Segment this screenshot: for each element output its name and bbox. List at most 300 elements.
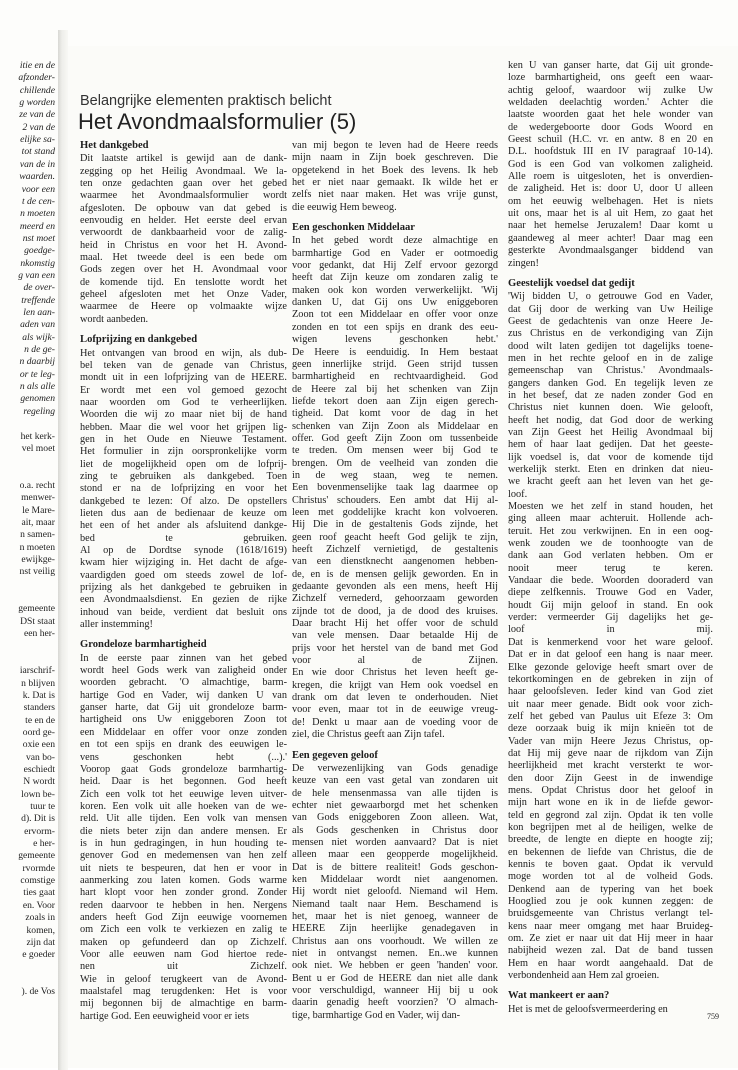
text-line: Zich een volk tot het eeuwige leven uitver- (80, 788, 287, 800)
text-line: Geest schuil (H.C. vr. en antw. 8 en 20 en (508, 134, 713, 146)
text-line: Het formulier in zijn oorspronkelijke vorm (80, 446, 287, 458)
article-title: Het Avondmaalsformulier (5) (78, 109, 357, 134)
previous-page-line: N wordt (23, 776, 55, 788)
text-line: teld en gegrond zal zijn. Opdat ik ten volle (508, 809, 713, 821)
text-line: achtig geloof, waardoor wij zulke Uw (508, 84, 713, 96)
section-heading: Grondeloze barmhartigheid (80, 639, 207, 651)
previous-page-line: ties gaat (23, 887, 55, 899)
paragraph (508, 60, 713, 270)
previous-page-line: oxie een (22, 739, 55, 751)
previous-page-line: g van een (18, 269, 55, 281)
previous-page-line: genomen (20, 393, 55, 405)
text-line: hartigheid ons Uw eniggeboren Zoon tot (80, 714, 287, 726)
text-line: geen innerlijke strijd. Geen strijd tussen (292, 358, 498, 370)
section-heading: Een gegeven geloof (292, 749, 378, 761)
text-line: we kracht geeft aan het leven van het ge- (508, 476, 713, 488)
section-heading: Wat mankeert er aan? (508, 990, 610, 1002)
text-line: opgetekend in het Boek des levens. Ik heb (292, 164, 498, 176)
previous-page-line: n blijven (21, 677, 55, 689)
text-line: van Gods eniggeboren Zoon alleen. Wat, (292, 812, 498, 824)
previous-page-line: waarden. (19, 171, 55, 183)
text-line: lijk voedsel is, dat voor de komende tijd (508, 451, 713, 463)
previous-page-line: treffende (21, 294, 55, 306)
previous-page-line: le Mare- (22, 504, 55, 516)
text-line: een Middelaar en offer voor onze zonden (80, 726, 287, 738)
text-line: afgesloten. De opbouw van dat gebed is (80, 202, 287, 214)
text-line: schenken van Zijn Zoon als Middelaar en (292, 420, 498, 432)
text-line: ken U van ganser harte, dat Gij uit gronde- (508, 60, 713, 71)
text-line: maalstafel mag terugdenken: Het is voor (80, 986, 287, 998)
text-line: danken U, dat Gij ons Uw eniggeboren (292, 297, 498, 309)
previous-page-line: o.a. recht (19, 479, 55, 491)
paragraph (508, 1004, 713, 1016)
text-line: Christus aan ons voorhoudt. We willen ze (292, 935, 498, 947)
text-line: Woorden die wij zo maar niet bij de hand (80, 409, 287, 421)
previous-page-line: standers (23, 702, 55, 714)
previous-page-line: te en de (25, 714, 55, 726)
text-line: Moesten we het zelf in stand houden, het (508, 501, 713, 513)
text-line: Hij wordt niet geloofd. Niemand wil Hem. (292, 886, 498, 898)
text-line: Zoon tot een Middelaar en offer voor onze (292, 309, 498, 321)
text-line: nooit meer terug te keren. (508, 562, 713, 574)
text-column-2 (292, 140, 498, 1022)
previous-page-line: nst veilig (19, 566, 55, 578)
text-line: waarmee de Heere op volmaakte wijze (80, 301, 287, 313)
previous-page-line: n als alle (19, 381, 55, 393)
text-line: Gods zegen over het H. Avondmaal voor (80, 264, 287, 276)
previous-page-line: ervorm- (24, 825, 55, 837)
paragraph (508, 291, 713, 982)
text-line: Het is met de geloofsvermeerdering en (508, 1003, 668, 1015)
text-line: Alle roem is uitgesloten, het is onverdien- (508, 171, 713, 183)
previous-page-line: gemeente (18, 850, 55, 862)
text-line: tige, barmhartige God en Vader, wij dan- (292, 1009, 461, 1021)
text-line: uit ons, maar het is al uit Hem, zo gaat het (508, 208, 713, 220)
text-line: waarmee het Avondmaalsformulier wordt (80, 190, 287, 202)
previous-page-line: en. Voor (22, 899, 55, 911)
text-line: om het eeuwig welbehagen. Het is niets (508, 195, 713, 207)
text-line: teruit. Het zou verkwijnen. En in een oog- (508, 525, 713, 537)
previous-page-line: meerd en (19, 220, 55, 232)
text-line: daarin genadig heeft voorzien? 'O almach- (292, 997, 498, 1009)
article-kicker: Belangrijke elementen praktisch belicht (80, 93, 332, 109)
text-line: barmhartige God en Vader er ootmoedig (292, 247, 498, 259)
text-line: anders heeft God Zijn eeuwige voornemen (80, 911, 287, 923)
text-line: te treden. Om mensen weer bij God te (292, 445, 498, 457)
text-line: kregen, die krijgt van Hem ook voedsel en (292, 679, 498, 691)
text-line: de hele mensenmassa van alle tijden is (292, 787, 498, 799)
text-line: Bent u er God de HEERE dan niet alle dank (292, 972, 498, 984)
text-line: aller instemming! (80, 619, 153, 631)
text-line: maken ook kon worden verwerkelijkt. 'Wij (292, 284, 498, 296)
text-line: ook niet. We hebben er geen 'handen' voor. (292, 960, 498, 972)
text-line: breedte, de lengte en diepte en hoogte zij; (508, 834, 713, 846)
text-line: voor even, maar tot in de eeuwige vreug- (292, 704, 498, 716)
text-line: de, en is de mensen gelijk geworden. En in (292, 568, 498, 580)
text-line: vens geschonken hebt (...).' (80, 751, 287, 763)
previous-page-line: aden van (20, 319, 55, 331)
text-line: heeft Zichzelf vernietigd, de gestaltenis (292, 544, 498, 555)
text-line: gen in het Oude en Nieuwe Testament. (80, 433, 287, 445)
text-line: dankgebed te lezen: Of alzo. De opstellers (80, 495, 287, 507)
text-line: Geest de gedachtenis van onze Heere Je- (508, 315, 713, 327)
paragraph (292, 763, 498, 1022)
previous-page-line: ewijkge- (21, 554, 55, 565)
text-line: prijs voor het herstel van de band met God (292, 642, 498, 654)
section-heading: Het dankgebed (80, 140, 149, 151)
text-line: hart klopt voor hen zonder grond. Zonder (80, 887, 287, 899)
text-line: gesterkte Avondmaalsganger biddend van (508, 245, 713, 257)
text-line: offer. God geeft Zijn Zoon om tussenbeide (292, 432, 498, 444)
text-line: vaardigden goed om steeds zowel de lof- (80, 569, 287, 581)
text-line: ziel, die Christus geeft aan Zijn tafel. (292, 729, 445, 741)
text-line: reden daarvoor te hebben in hen. Nergens (80, 899, 287, 911)
text-line: 'Wij bidden U, o getrouwe God en Vader, (508, 291, 713, 303)
text-line: verder: vermeerder Gij dagelijks het ge- (508, 612, 713, 624)
text-line: de Heere zal bij het schenken van Zijn (292, 383, 498, 395)
text-line: Daar bracht Hij het offer voor de schuld (292, 618, 498, 630)
text-line: dat Gij door de werking van Uw Heilige (508, 303, 713, 315)
text-line: mensen niet worden aanvaard? Dat is niet (292, 836, 498, 848)
text-line: kon begrijpen met al de heiligen, welke de (508, 821, 713, 833)
text-line: in de weg staan, weg te nemen. (292, 469, 498, 481)
previous-page-line: van bo- (25, 751, 55, 763)
text-line: uit naar meer genade. Bidt ook voor zich- (508, 698, 713, 710)
previous-page-line: oord ge- (22, 726, 55, 738)
text-line: naar het hemelse Jeruzalem! Daar komt u (508, 220, 713, 232)
text-line: om Zich een volk te verkiezen en zalig te (80, 924, 287, 936)
text-line: Zichzelf vernederd, gehoorzaam geworden (292, 593, 498, 605)
text-line: nabijheid wezen zal. Dat de band tussen (508, 945, 713, 957)
previous-page-line: comstige (20, 875, 55, 887)
previous-page-line: k. Dat is (22, 689, 55, 701)
previous-page-line: rvormde (22, 862, 55, 874)
text-line: dood wilt laten gedijen tot dagelijks toene- (508, 340, 713, 352)
text-line: brengen. Om de veelheid van zonden die (292, 457, 498, 469)
text-line: die eeuwig Hem beweog. (292, 201, 397, 213)
text-line: van vele mensen. Daar betaalde Hij de (292, 630, 498, 642)
previous-page-line: len aan- (23, 307, 55, 318)
text-line: wordt heel Gods werk van zaligheid onder (80, 665, 287, 677)
text-line: den door Zijn Geest in de inwendige (508, 772, 713, 784)
text-line: het een of het ander als afsluitend dankge- (80, 520, 287, 532)
text-line: God is een God van volkomen zaligheid. (508, 158, 713, 170)
text-line: om. Ze ziet er naar uit dat Hij meer in haar (508, 933, 713, 945)
text-line: wigen levens geschonken hebt.' (292, 334, 498, 346)
page-number: 759 (707, 1012, 719, 1021)
text-line: aanmerking zou laten komen. Gods warme (80, 874, 287, 886)
text-line: de zaligheid. Het is: door U, door U alleen (508, 183, 713, 195)
text-line: van een dienstknecht aangenomen hebben- (292, 556, 498, 568)
text-line: laatste woorden gaat het hele wonder van (508, 109, 713, 121)
text-line: eenvoudig en helder. Het eerste deel ervan (80, 215, 287, 227)
text-line: ten onze gedachten gaan over het gebed (80, 178, 287, 190)
text-line: Vandaar die bede. Woorden dooraderd van (508, 575, 713, 587)
text-line: prijzing als het dankgebed te gebruiken in (80, 582, 287, 594)
previous-page-line: n de ge- (24, 344, 55, 356)
previous-page-line: e her- (33, 838, 55, 850)
text-line: kennis te boven gaat. Opdat ik vervuld (508, 859, 713, 870)
text-line: gangers danken God. En tegelijk leven ze (508, 377, 713, 389)
text-line: loze barmhartigheid, ons geeft een waar- (508, 72, 713, 84)
text-line: De verwezenlijking van Gods genadige (292, 762, 498, 774)
previous-page-line: n moeten (20, 208, 55, 220)
paragraph (292, 235, 498, 741)
text-line: weldaden deelachtig worden.' Achter die (508, 97, 713, 109)
text-line: echter niet gewaarborgd met het schenken (292, 799, 498, 811)
text-line: in het besef, dat ze naden zonder God en (508, 389, 713, 401)
previous-page-line: een her- (24, 628, 55, 640)
text-line: maal. Het tweede deel is een bede om (80, 252, 287, 264)
text-line: ken Middelaar wordt niet aangenomen. (292, 873, 498, 885)
text-line: ganser harte, dat Gij uit grondeloze barm- (80, 702, 287, 714)
text-line: men in het rechte geloof en in de zalige (508, 352, 713, 364)
text-line: mijn naam in Zijn boek geschreven. Die (292, 152, 498, 164)
previous-page-line: n samen- (20, 529, 55, 541)
text-line: haar geloofsleven. Ieder kind van God ziet (508, 686, 713, 698)
text-line: ging alleen maar achteruit. Hollende ach- (508, 513, 713, 525)
text-line: keuze van een vast getal van zondaren uit (292, 775, 498, 787)
text-line: reld. Uit alle tijden. Een volk van mensen (80, 813, 287, 825)
text-line: bel teken van de genade van Christus, (80, 359, 287, 371)
section-heading: Een geschonken Middelaar (292, 222, 416, 234)
previous-page-line: or te leg- (19, 368, 55, 380)
text-column-3 (508, 60, 713, 1016)
previous-page-line: de over- (23, 282, 55, 294)
previous-page-line: t de cen- (21, 195, 55, 207)
text-line: Wie in geloof terugkeert van de Avond- (80, 973, 287, 985)
text-line: Er wordt met een vol gemoed gezocht (80, 384, 287, 396)
text-line: niet in ontvangst nemen. En..we kunnen (292, 948, 498, 959)
text-line: stond er na de lofprijzing en voor het (80, 483, 287, 495)
text-line: Vader van mijn Heere Jezus Christus, op- (508, 735, 713, 747)
text-line: het er niet naar gemaakt. Ik wilde het er (292, 177, 498, 189)
text-line: hartige God. Een eeuwigheid voor er iets (80, 1010, 249, 1022)
text-line: Hem en haar wordt aangehaald. Dat de (508, 957, 713, 969)
text-line: Dit laatste artikel is gewijd aan de dank- (80, 153, 287, 165)
text-line: moge worden tot al de volheid Gods. (508, 871, 713, 883)
text-line: Denkend aan de typering van het boek (508, 883, 713, 895)
text-line: wenk zouden we de toonhoogte van de (508, 538, 713, 550)
text-line: de wedergeboorte door Gods Woord en (508, 121, 713, 133)
paragraph (80, 653, 287, 1023)
text-line: werkelijk sterkt. Eten en drinken dat nieu- (508, 464, 713, 475)
previous-page-line: tot stand (21, 146, 55, 158)
previous-page-line: nkomstig (20, 257, 55, 269)
text-line: zelf het gebed van Paulus uit Efeze 3: Om (508, 710, 713, 722)
text-line: het, maar het is niet genoeg, wanneer de (292, 910, 498, 922)
text-line: genover God en medemensen van hen zelf (80, 850, 287, 862)
text-line: heeft het nodig, dat God door de werking (508, 414, 713, 426)
previous-page-line: nst moet (22, 232, 55, 244)
previous-page-line: afzonder- (18, 72, 55, 84)
previous-page-line: ze van de (19, 109, 55, 121)
text-line: leen met goddelijke kracht kon volvoeren. (292, 506, 498, 518)
text-line: bruidsgemeente van Christus verlangt tel- (508, 908, 713, 920)
text-line: Dat er in dat geloof een hang is naar meer. (508, 649, 713, 661)
previous-page-line: menwer- (21, 492, 55, 504)
text-line: Een bovenmenselijke taak lag daarmee op (292, 482, 498, 494)
text-line: liet de mogelijkheid open om de lofprij- (80, 458, 287, 470)
text-line: en tot een spijs en drank des eeuwigen le- (80, 739, 287, 751)
text-line: hartige God en Vader, wij danken U van (80, 689, 287, 701)
text-line: voor verschuldigd, wanneer Hij bij u ook (292, 985, 498, 997)
previous-page-line: voor een (21, 183, 55, 195)
text-line: heeft dat Zijn keuze om zondaren zalig te (292, 272, 498, 284)
text-line: Elke gezonde gelovige heeft smart over de (508, 661, 713, 673)
text-line: als Gods geschenken in Christus door (292, 824, 498, 836)
text-line: Al op de Dordtse synode (1618/1619) (80, 545, 287, 556)
text-line: loof in mij. (508, 624, 713, 636)
previous-page-line: zoals in (25, 912, 55, 924)
text-line: D.L. hoofdstuk III en IV paragraaf 10-14). (508, 146, 713, 158)
section-heading: Lofprijzing en dankgebed (80, 334, 198, 346)
text-line: voor al de Zijnen. (292, 655, 498, 667)
previous-page-line: ). de Vos (21, 986, 55, 998)
previous-page-line: komen, (26, 924, 55, 936)
text-line: zingen! (508, 257, 539, 269)
text-line: heerlijkheid met kracht versterkt te wor- (508, 760, 713, 772)
text-line: In het gebed wordt deze almachtige en (292, 235, 498, 247)
previous-page-line: zijn dat (26, 936, 55, 948)
text-line: gedaante gevonden als een mens, heeft Hij (292, 581, 498, 593)
text-line: uit niets te bespeuren, dat hen er voor in (80, 862, 287, 874)
text-line: tekortkomingen en de gebreken in zijn of (508, 673, 713, 685)
previous-page-line: g worden (19, 97, 55, 109)
previous-page-line: goedge- (24, 245, 55, 257)
text-line: mij begonnen bij de almachtige en barm- (80, 998, 287, 1010)
text-line: drank om dat leven te onderhouden. Niet (292, 692, 498, 704)
text-line: die niets beter zijn dan andere mensen. Er (80, 825, 287, 837)
text-line: Dat is kenmerkend voor het ware geloof. (508, 636, 713, 648)
text-line: zegging op het Heilig Avondmaal. We la- (80, 165, 287, 177)
text-line: De Heere is eenduidig. In Hem bestaat (292, 346, 498, 358)
previous-page-line: d). Dit is (21, 813, 55, 825)
previous-page-line: gemeente (18, 603, 55, 615)
text-line: Christus' schouders. Een ambt dat Hij al- (292, 494, 498, 506)
previous-page-line: chillende (19, 84, 55, 96)
text-line: bed te gebruiken. (80, 532, 287, 544)
text-line: deze oorzaak buig ik mijn knieën tot de (508, 723, 713, 735)
previous-page-line: 2 van de (22, 121, 55, 133)
previous-page-line: regeling (23, 405, 55, 417)
text-line: liefde tekort doen aan Zijn eigen gerech- (292, 395, 498, 407)
text-line: geheel afgesloten met het Onze Vader, (80, 289, 287, 301)
text-line: tigheid. Dat komt voor de dag in het (292, 408, 498, 420)
text-line: heid in Christus en voor het H. Avond- (80, 239, 287, 251)
text-line: nen uit Zichzelf. (80, 961, 287, 973)
previous-page-line: iarschrif- (19, 665, 55, 677)
paragraph (292, 140, 498, 214)
text-line: heid. Daar is het begonnen. God heeft (80, 776, 287, 788)
text-line: zus Christus en de verkondiging van Zijn (508, 328, 713, 340)
text-line: loof. (508, 488, 528, 500)
text-line: Voorop gaat Gods grondeloze barmhartig- (80, 763, 287, 775)
text-line: alleen maar een geopperde mogelijkheid. (292, 849, 498, 861)
text-line: Christus niet kunnen doen. Wie gelooft, (508, 402, 713, 414)
page-fold (58, 30, 68, 1070)
text-line: Voor alle eeuwen nam God hiertoe rede- (80, 949, 287, 960)
previous-page-line: n moeten (19, 541, 55, 553)
text-line: Niemand taalt naar Hem. Beschamend is (292, 898, 498, 910)
text-line: hebben. Maar die wel voor het grijpen lig- (80, 421, 287, 433)
text-line: koren. Een volk uit alle hoeken van de we- (80, 800, 287, 812)
text-line: voor gedankt, dat Hij Zelf ervoor gezorgd (292, 260, 498, 272)
text-line: de komende tijd. En tenslotte wordt het (80, 276, 287, 288)
text-line: van Zijn Geest het Heilig Avondmaal bij (508, 426, 713, 438)
text-line: barmhartigheid en rechtvaardigheid. God (292, 371, 498, 383)
text-line: kwam hier wijziging in. Het dacht de afge- (80, 557, 287, 569)
paragraph (80, 153, 287, 326)
text-line: zijnde tot de dood, ja de dood des kruises. (292, 605, 498, 617)
text-line: inhoud van beide, verdient dat besluit ons (80, 606, 287, 618)
previous-page-line: als wijk- (22, 331, 55, 343)
text-line: Hij Die in de gestaltenis Gods zijnde, het (292, 519, 498, 531)
text-line: gemeenschap van Christus.' Avondmaals- (508, 365, 713, 377)
text-line: de! Denkt u maar aan de voeding voor de (292, 716, 498, 728)
previous-page-line: vel moet (21, 442, 55, 454)
text-line: verwoordt de dankbaarheid voor de zalig- (80, 227, 287, 239)
text-line: dat Hij mij geve naar de rijkdom van Zijn (508, 747, 713, 759)
text-line: gaandeweg al meer achter! Daar mag een (508, 232, 713, 244)
text-line: diepe zelfkennis. Trouwe God en Vader, (508, 587, 713, 599)
previous-page-line: tuur te (30, 801, 55, 812)
text-line: is in hun gedragingen, in hun houding te- (80, 837, 287, 849)
previous-page-line: lown be- (21, 788, 55, 800)
previous-page-line: eschiedt (23, 763, 55, 775)
text-line: een Avondmaalsdienst. En gezien de rijke (80, 594, 287, 606)
previous-page-line: het kerk- (20, 430, 55, 442)
text-line: dank aan God verlaten hebben. Om er (508, 550, 713, 562)
text-line: wordt aanbeden. (80, 313, 149, 325)
previous-page-line: n daarbij (19, 356, 55, 368)
text-line: kens naar meer omgang met haar Bruideg- (508, 920, 713, 932)
text-line: mens. Opdat Christus door het geloof in (508, 784, 713, 796)
text-line: In de eerste paar zinnen van het gebed (80, 652, 287, 664)
text-line: zonden en tot een spijs en drank des eeu- (292, 321, 498, 333)
previous-page-line: ait, maar (21, 516, 55, 528)
text-line: houdt Gij mijn geloof in stand. En ook (508, 599, 713, 611)
text-line: zing te gebruiken als dankgebed. Toen (80, 470, 287, 482)
text-column-1 (80, 140, 287, 1023)
text-line: Dat is de bittere realiteit! Gods geschon- (292, 861, 498, 873)
text-line: naar woorden om God te verheerlijken. (80, 396, 287, 408)
previous-page-line: elijke sa- (20, 134, 55, 146)
text-line: van mij begon te leven had de Heere reeds (292, 140, 498, 151)
text-line: geen roof geacht heeft God gelijk te zijn, (292, 531, 498, 543)
text-line: zelfs niet naar maken. Het was vrije gunst, (292, 189, 498, 201)
text-line: woorden gebracht. 'O almachtige, barm- (80, 677, 287, 689)
previous-page-line: DSt staat (20, 615, 55, 627)
text-line: HEERE Zijn heerlijke genadegaven in (292, 923, 498, 935)
text-line: verbondenheid aan Hem zal groeien. (508, 970, 660, 982)
previous-page-line: itie en de (19, 60, 55, 71)
text-line: hem of haar laat gedijen. Dat het geeste- (508, 439, 713, 451)
previous-page-line: e goeder (22, 949, 55, 961)
paragraph (80, 348, 287, 632)
previous-page-strip (0, 40, 58, 1040)
text-line: Hooglied zou je ook kunnen zeggen: de (508, 896, 713, 908)
text-line: lieten dus aan de bedienaar de keuze om (80, 507, 287, 519)
text-line: En wie door Christus het leven heeft ge- (292, 667, 498, 679)
text-line: mijn hart wone en ik in de liefde gewor- (508, 797, 713, 809)
text-line: mondt uit in een lofprijzing van de HEERE. (80, 372, 287, 384)
section-heading: Geestelijk voedsel dat gedijt (508, 277, 635, 289)
previous-page-line: van de in (19, 158, 55, 170)
text-line: Het ontvangen van brood en wijn, als dub- (80, 347, 287, 359)
text-line: maken op gefundeerd dan op Zichzelf. (80, 936, 287, 948)
text-line: en bekennen de liefde van Christus, die de (508, 846, 713, 858)
